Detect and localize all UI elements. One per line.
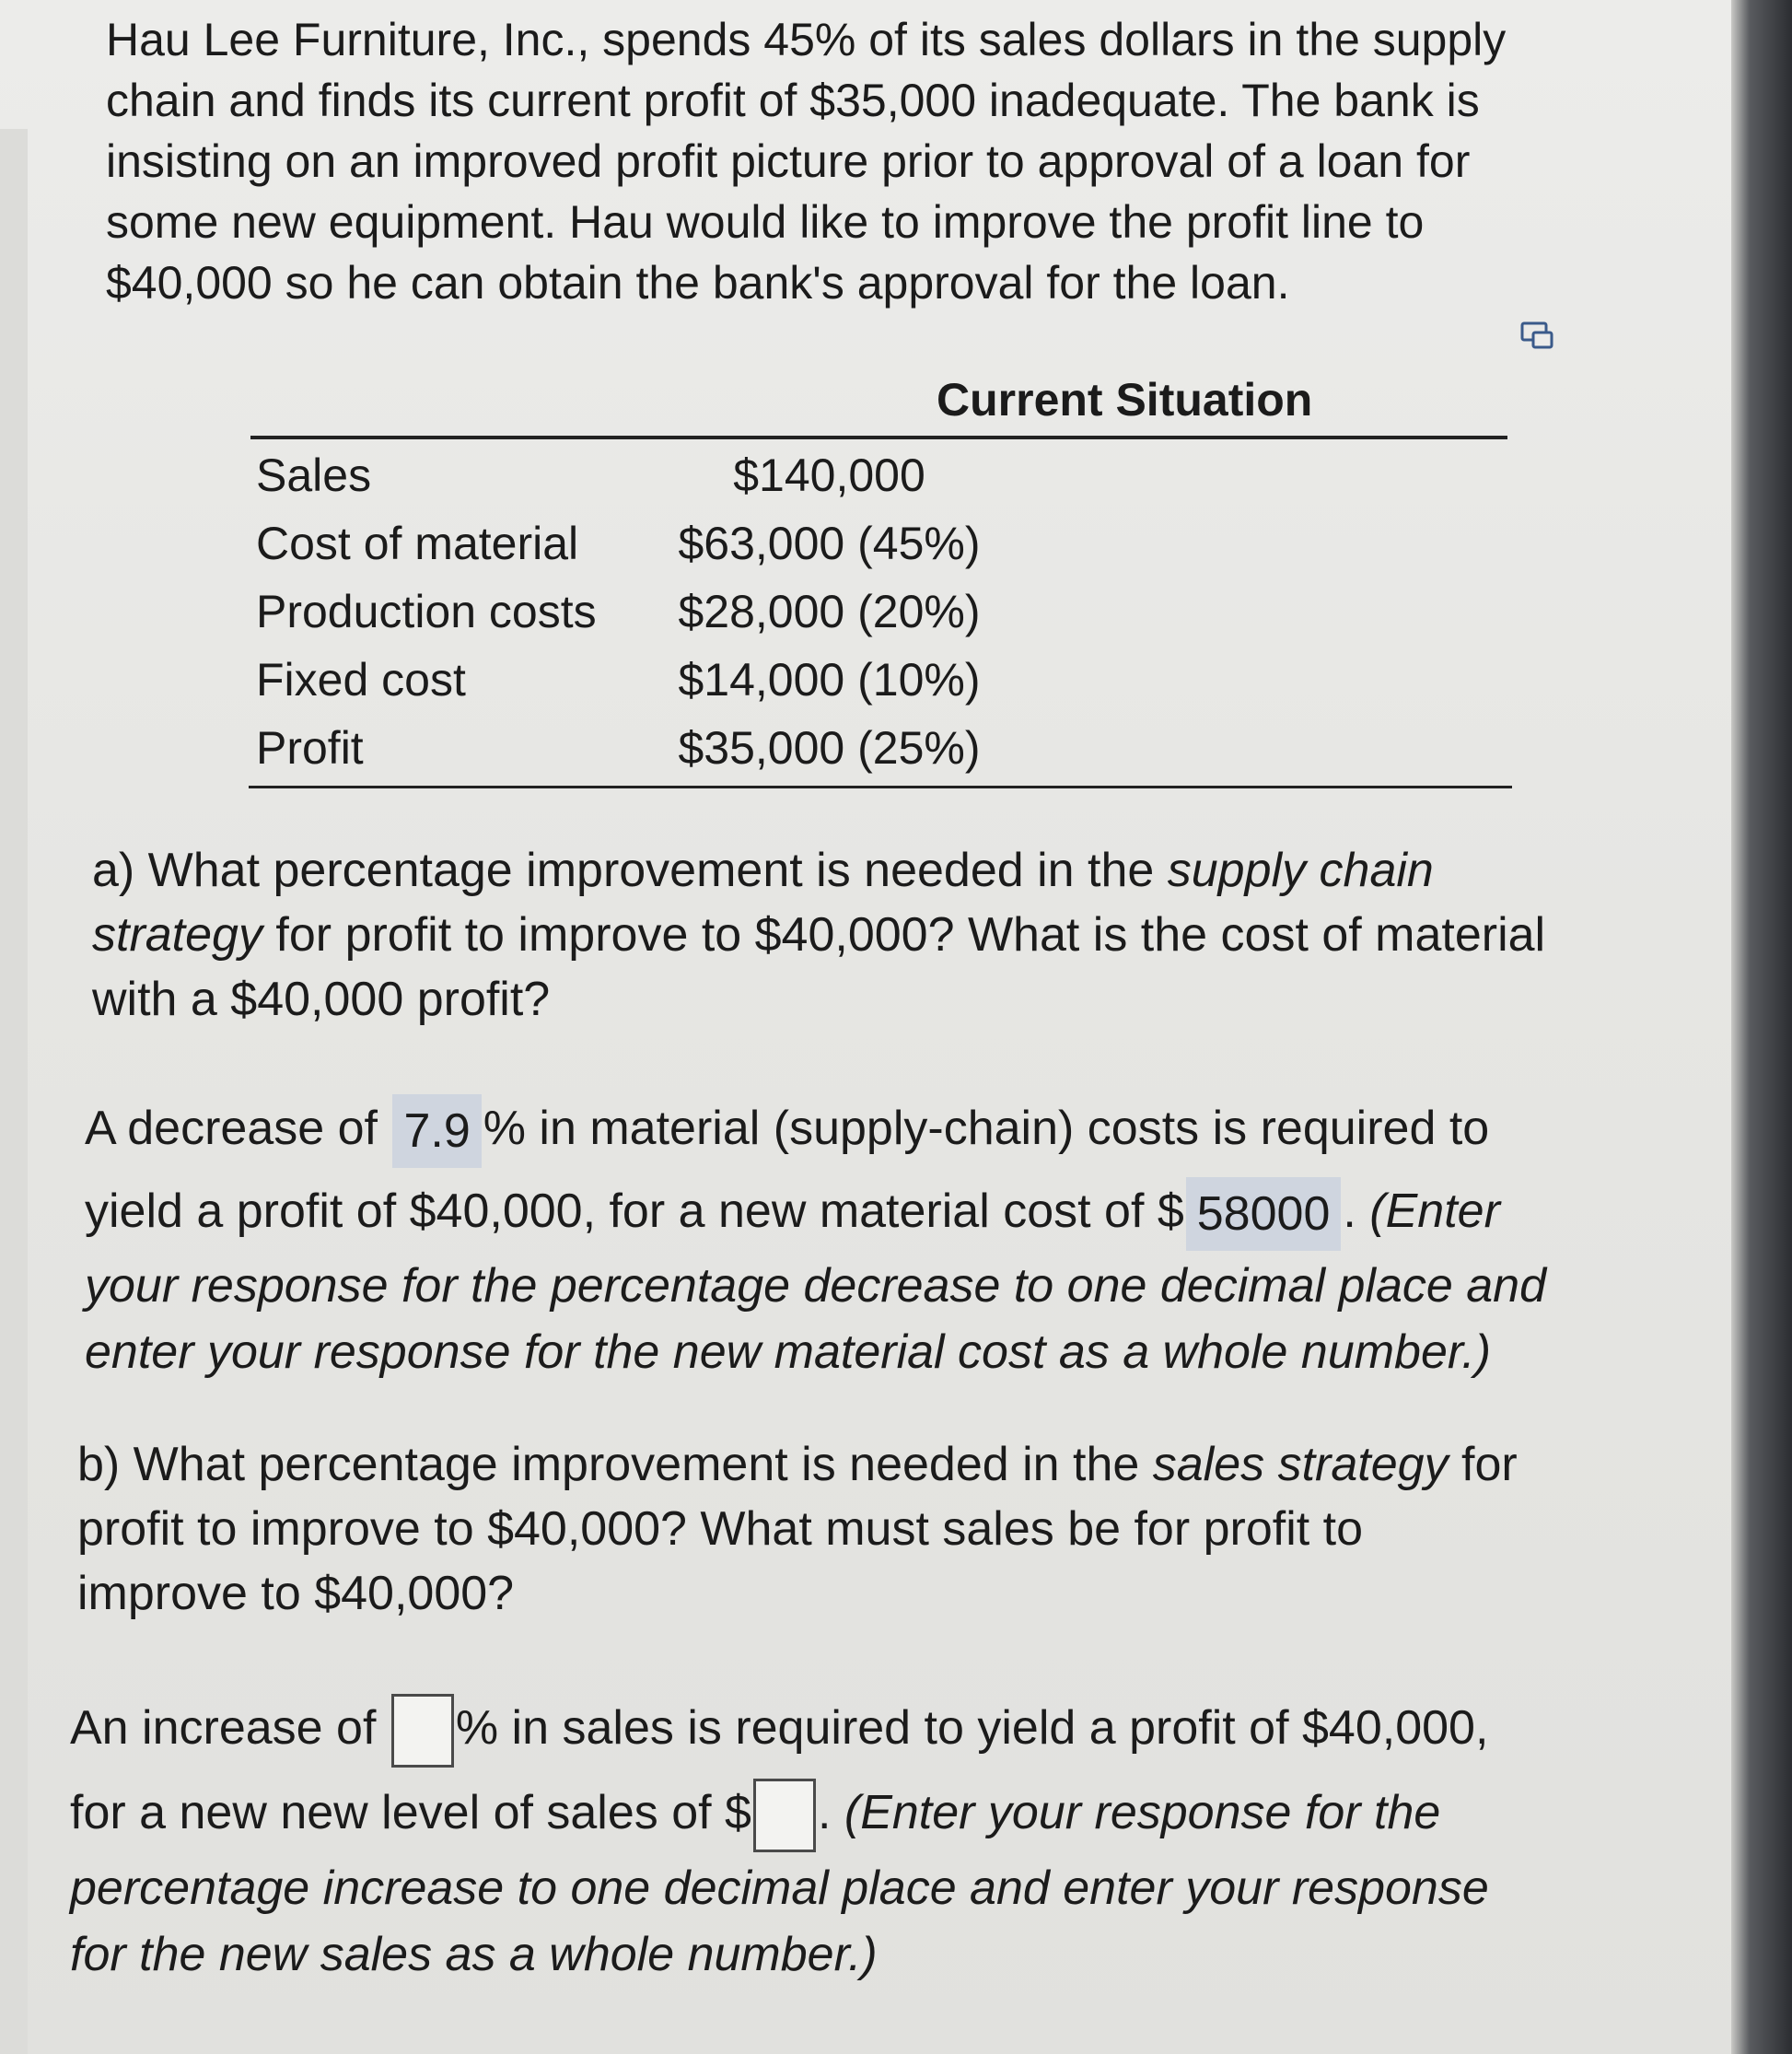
- table-bottom-rule: [249, 786, 1512, 788]
- answer-b-line: [70, 1686, 1709, 1770]
- question-emphasis: supply chain: [1167, 844, 1434, 897]
- copy-table-icon[interactable]: [1519, 318, 1556, 355]
- row-label: Fixed cost: [256, 654, 466, 706]
- intro-line: $40,000 so he can obtain the bank's approval for the loan.: [106, 257, 1290, 309]
- material-cost-field[interactable]: 58000: [1186, 1177, 1342, 1251]
- table-row: [256, 449, 1508, 517]
- answer-a: [85, 1087, 1705, 1385]
- answer-text: A decrease of: [85, 1102, 391, 1155]
- answer-text: .: [817, 1786, 844, 1839]
- answer-text: .: [1343, 1185, 1370, 1238]
- table-row: [256, 585, 1508, 653]
- question-text: b) What percentage improvement is needed in the: [77, 1438, 1153, 1491]
- new-sales-input[interactable]: [753, 1779, 816, 1852]
- question-b-line: profit to improve to $40,000? What must sales be for profit to: [77, 1502, 1364, 1556]
- question-a-line: [92, 903, 1694, 967]
- question-emphasis: sales strategy: [1152, 1438, 1449, 1491]
- percent-decrease-field[interactable]: 7.9: [392, 1094, 481, 1168]
- table-row: [256, 721, 1508, 789]
- question-a-line: with a $40,000 profit?: [92, 973, 551, 1026]
- question-text: a) What percentage improvement is needed in the: [92, 844, 1168, 897]
- row-value: $140,000: [733, 449, 925, 501]
- row-label: Cost of material: [256, 518, 579, 569]
- question-a: [92, 838, 1694, 1032]
- question-b: [77, 1432, 1698, 1626]
- answer-b: [70, 1686, 1709, 1988]
- question-text: for: [1448, 1438, 1518, 1491]
- percent-increase-input[interactable]: [391, 1694, 454, 1768]
- answer-text: An increase of: [70, 1701, 390, 1755]
- answer-instruction: (Enter: [1369, 1185, 1500, 1238]
- row-value: $28,000 (20%): [678, 586, 981, 637]
- answer-text: yield a profit of $40,000, for a new material cost of $: [85, 1185, 1184, 1238]
- answer-instruction: your response for the percentage decrease to one decimal place and: [85, 1259, 1547, 1313]
- monitor-bezel: [1731, 0, 1792, 2054]
- answer-text: % in sales is required to yield a profit of $40,000,: [455, 1701, 1489, 1755]
- table-top-rule: [250, 436, 1507, 439]
- answer-instruction: enter your response for the new material cost as a whole number.): [85, 1325, 1492, 1379]
- question-emphasis: strategy: [92, 908, 262, 962]
- row-label: Sales: [256, 449, 372, 501]
- intro-line: some new equipment. Hau would like to improve the profit line to: [106, 196, 1425, 248]
- row-label: Production costs: [256, 586, 597, 637]
- row-value: $14,000 (10%): [678, 654, 981, 706]
- answer-b-line: [70, 1770, 1709, 1855]
- answer-a-line: [85, 1087, 1705, 1170]
- intro-line: Hau Lee Furniture, Inc., spends 45% of its sales dollars in the supply: [106, 14, 1507, 65]
- intro-line: insisting on an improved profit picture prior to approval of a loan for: [106, 135, 1471, 187]
- answer-text: for a new new level of sales of $: [70, 1786, 751, 1839]
- answer-instruction: (Enter your response for the: [844, 1786, 1441, 1839]
- row-label: Profit: [256, 722, 364, 774]
- intro-line: chain and finds its current profit of $35,000 inadequate. The bank is: [106, 75, 1480, 126]
- row-value: $63,000 (45%): [678, 518, 981, 569]
- question-b-line: [77, 1432, 1698, 1497]
- question-a-line: [92, 838, 1694, 903]
- table-row: [256, 517, 1508, 585]
- answer-text: % in material (supply-chain) costs is required to: [483, 1102, 1490, 1155]
- left-edge: [0, 129, 28, 2054]
- problem-statement: [106, 9, 1671, 313]
- row-value: $35,000 (25%): [678, 722, 981, 774]
- table-header: Current Situation: [937, 374, 1313, 426]
- answer-instruction: percentage increase to one decimal place and enter your response: [70, 1861, 1489, 1915]
- table-row: [256, 653, 1508, 721]
- answer-a-line: [85, 1170, 1705, 1253]
- answer-instruction: for the new sales as a whole number.): [70, 1928, 878, 1981]
- question-b-line: improve to $40,000?: [77, 1567, 515, 1620]
- question-text: for profit to improve to $40,000? What is the cost of material: [262, 908, 1546, 962]
